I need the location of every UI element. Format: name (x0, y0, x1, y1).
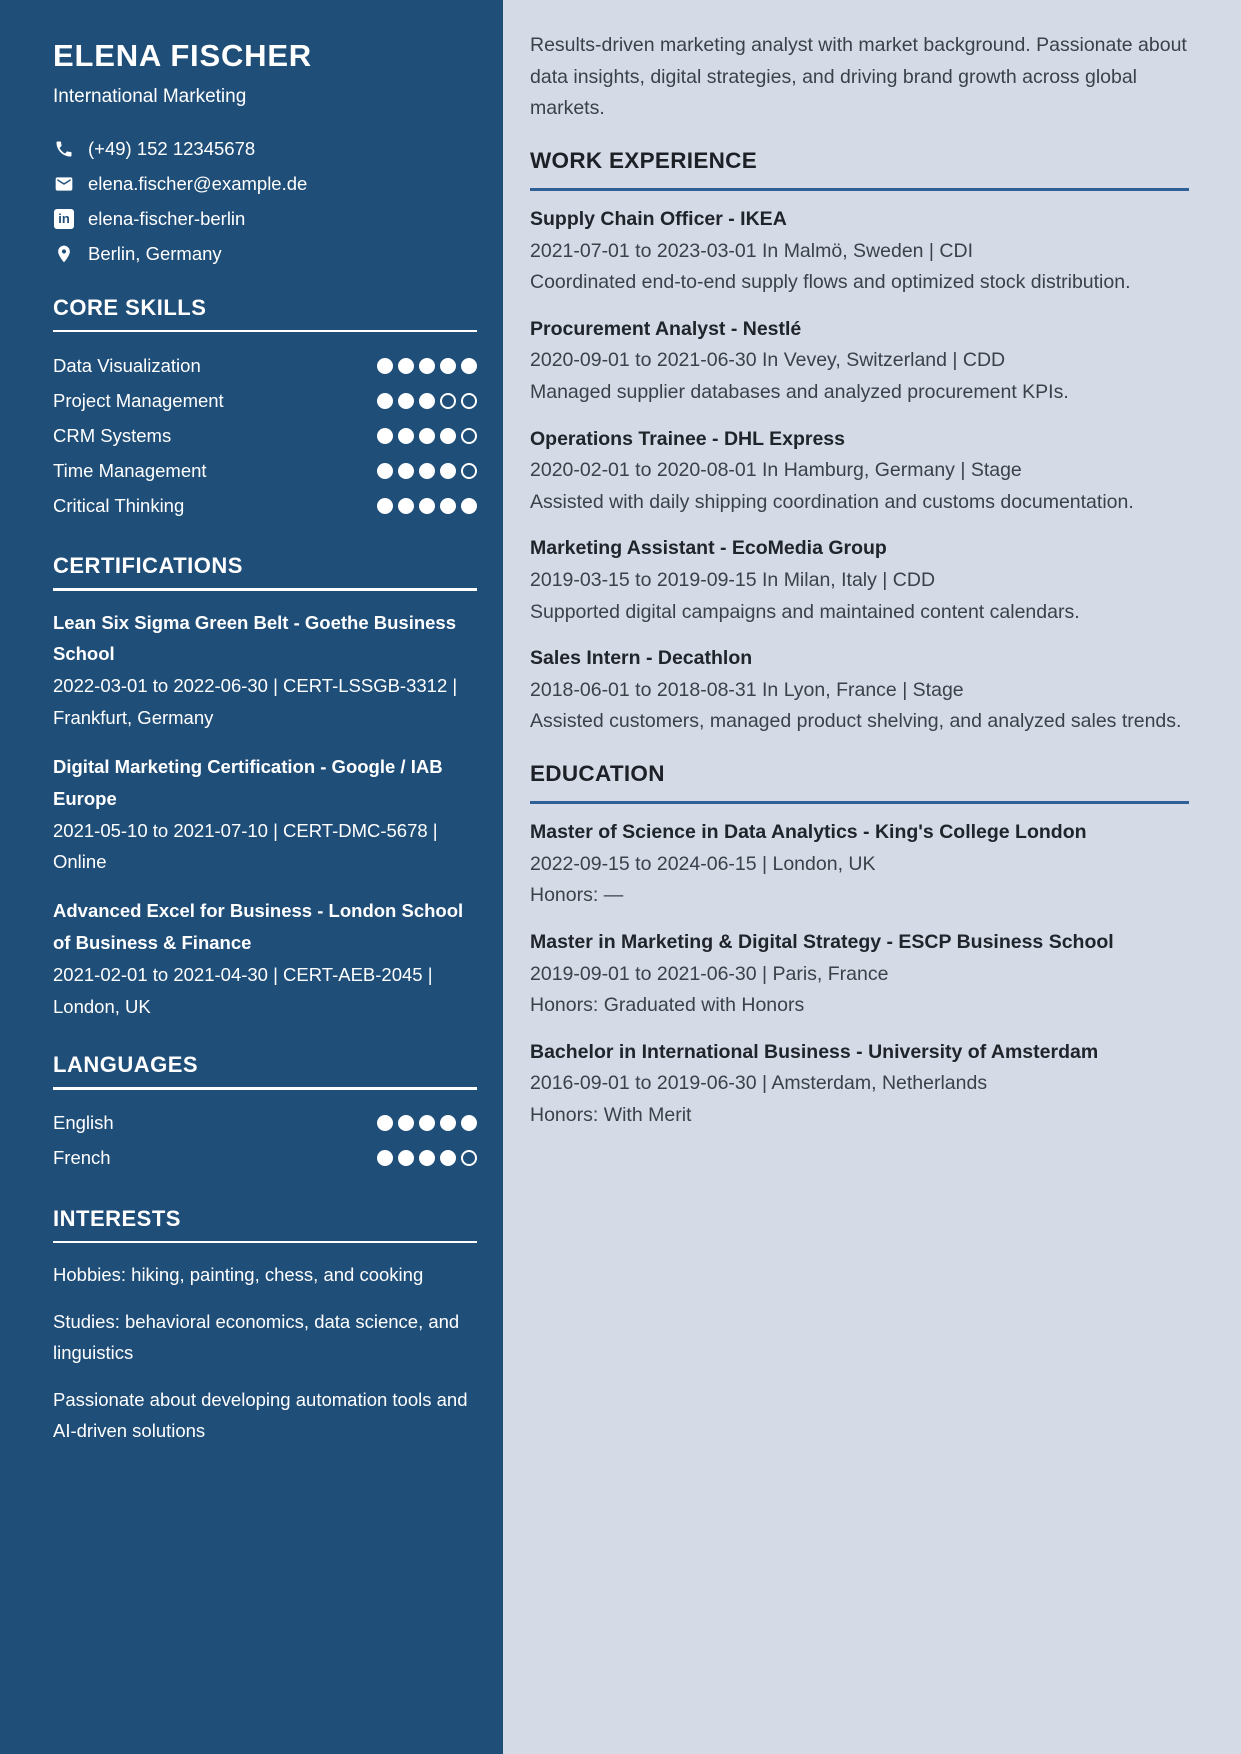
contact-text: Berlin, Germany (88, 242, 222, 264)
languages-heading: LANGUAGES (53, 1052, 199, 1078)
interests-heading: INTERESTS (53, 1205, 181, 1231)
job-meta: 2020-09-01 to 2021-06-30 In Vevey, Switzerland | CDD (530, 349, 1006, 372)
rating-dot-filled (419, 393, 435, 409)
rating-dot-filled (440, 1150, 456, 1166)
section-rule (53, 1087, 477, 1090)
contact-text: (+49) 152 12345678 (88, 137, 256, 159)
education-item (530, 1037, 1189, 1132)
email-icon (53, 173, 75, 195)
rating-dot-filled (398, 498, 414, 514)
contact-item (53, 243, 477, 265)
interests-list (53, 1259, 477, 1446)
job-title: Operations Trainee - DHL Express (530, 427, 845, 450)
rating-label: Time Management (53, 459, 207, 481)
certification-details: 2021-02-01 to 2021-04-30 | CERT-AEB-2045 | London, UK (53, 963, 433, 1017)
phone-icon (53, 138, 75, 160)
certification-title: Advanced Excel for Business - London School of Business & Finance (53, 900, 464, 953)
rating-dot-filled (461, 358, 477, 374)
certification-details: 2021-05-10 to 2021-07-10 | CERT-DMC-5678 | Online (53, 819, 438, 873)
job-title: Sales Intern - Decathlon (530, 647, 753, 670)
section-rule (53, 330, 477, 333)
rating-dot-filled (440, 358, 456, 374)
rating-dot-filled (461, 498, 477, 514)
work-item (530, 204, 1189, 299)
rating-dot-filled (377, 393, 393, 409)
job-description: Coordinated end-to-end supply flows and optimized stock distribution. (530, 271, 1131, 294)
rating-dot-filled (398, 1115, 414, 1131)
rating-dots (377, 498, 477, 514)
job-meta: 2020-02-01 to 2020-08-01 In Hamburg, Germany | Stage (530, 459, 1022, 482)
education-heading: EDUCATION (530, 760, 665, 786)
rating-row (53, 418, 477, 453)
certification-item (53, 895, 477, 1022)
core-skills-list (53, 348, 477, 523)
rating-dot-filled (377, 463, 393, 479)
rating-dot-filled (440, 428, 456, 444)
education-meta: 2016-09-01 to 2019-06-30 | Amsterdam, Netherlands (530, 1072, 988, 1095)
section-rule (53, 1241, 477, 1244)
linkedin-icon: in (53, 208, 75, 230)
certification-title: Lean Six Sigma Green Belt - Goethe Business School (53, 611, 457, 665)
rating-dot-filled (398, 428, 414, 444)
education-honors: Honors: With Merit (530, 1103, 692, 1126)
rating-label: French (53, 1147, 111, 1169)
job-description: Assisted with daily shipping coordination and customs documentation. (530, 490, 1134, 513)
degree-title: Bachelor in International Business - University of Amsterdam (530, 1040, 1099, 1063)
rating-dot-filled (419, 463, 435, 479)
contact-text: elena-fischer-berlin (88, 207, 246, 229)
section-rule (530, 188, 1189, 191)
rating-dots (377, 463, 477, 479)
rating-label: Critical Thinking (53, 494, 185, 516)
rating-dot-filled (398, 393, 414, 409)
certification-item (53, 751, 477, 878)
rating-dot-filled (419, 1150, 435, 1166)
interest-item: Passionate about developing automation tools and AI-driven solutions (53, 1388, 468, 1442)
job-title: Procurement Analyst - Nestlé (530, 317, 802, 340)
rating-dot-filled (377, 428, 393, 444)
rating-dots (377, 358, 477, 374)
rating-dot-empty (461, 393, 477, 409)
degree-title: Master of Science in Data Analytics - King's College London (530, 821, 1087, 844)
certifications-heading: CERTIFICATIONS (53, 553, 243, 579)
job-description: Assisted customers, managed product shelving, and analyzed sales trends. (530, 710, 1182, 733)
rating-dot-empty (440, 393, 456, 409)
rating-dot-filled (377, 498, 393, 514)
job-description: Managed supplier databases and analyzed procurement KPIs. (530, 381, 1069, 404)
rating-dot-filled (419, 358, 435, 374)
section-rule (53, 588, 477, 591)
rating-dot-filled (419, 1115, 435, 1131)
job-meta: 2018-06-01 to 2018-08-31 In Lyon, France | Stage (530, 678, 964, 701)
certification-item (53, 607, 477, 734)
contact-list (53, 138, 477, 265)
education-list (530, 817, 1189, 1131)
education-item (530, 927, 1189, 1022)
work-item (530, 643, 1189, 738)
rating-dot-filled (419, 428, 435, 444)
job-description: Supported digital campaigns and maintained content calendars. (530, 600, 1080, 623)
rating-dot-filled (440, 1115, 456, 1131)
core-skills-heading: CORE SKILLS (53, 294, 207, 320)
contact-item (53, 138, 477, 160)
rating-dot-filled (398, 1150, 414, 1166)
certifications-list (53, 607, 477, 1023)
rating-row (53, 1106, 477, 1141)
contact-item (53, 208, 477, 230)
contact-text: elena.fischer@example.de (88, 172, 308, 194)
rating-dot-filled (419, 498, 435, 514)
degree-title: Master in Marketing & Digital Strategy - ESCP Business School (530, 931, 1114, 954)
rating-dot-filled (440, 463, 456, 479)
rating-row (53, 1141, 477, 1176)
work-experience-heading: WORK EXPERIENCE (530, 147, 758, 173)
rating-dot-empty (461, 1150, 477, 1166)
rating-dot-empty (461, 428, 477, 444)
rating-label: Data Visualization (53, 354, 201, 376)
education-honors: Honors: Graduated with Honors (530, 994, 805, 1017)
education-meta: 2019-09-01 to 2021-06-30 | Paris, France (530, 962, 889, 985)
rating-dot-empty (461, 463, 477, 479)
rating-label: Project Management (53, 389, 224, 411)
rating-dots (377, 1150, 477, 1166)
work-item (530, 424, 1189, 519)
section-rule (530, 801, 1189, 804)
education-honors: Honors: — (530, 884, 624, 907)
rating-dot-filled (398, 358, 414, 374)
job-title: Supply Chain Officer - IKEA (530, 208, 787, 231)
rating-row (53, 488, 477, 523)
sidebar (0, 0, 503, 1754)
rating-dot-filled (377, 358, 393, 374)
education-meta: 2022-09-15 to 2024-06-15 | London, UK (530, 852, 876, 875)
education-item (530, 817, 1189, 912)
job-meta: 2021-07-01 to 2023-03-01 In Malmö, Sweden | CDI (530, 239, 973, 262)
rating-dots (377, 393, 477, 409)
work-item (530, 533, 1189, 628)
rating-dot-filled (377, 1115, 393, 1131)
rating-dot-filled (398, 463, 414, 479)
rating-dot-filled (440, 498, 456, 514)
rating-dots (377, 1115, 477, 1131)
work-item (530, 314, 1189, 409)
job-meta: 2019-03-15 to 2019-09-15 In Milan, Italy | CDD (530, 568, 936, 591)
rating-dot-filled (461, 1115, 477, 1131)
rating-row (53, 348, 477, 383)
location-icon (53, 243, 75, 265)
certification-details: 2022-03-01 to 2022-06-30 | CERT-LSSGB-3312 | Frankfurt, Germany (53, 675, 458, 729)
rating-dot-filled (377, 1150, 393, 1166)
person-title: International Marketing (53, 85, 247, 107)
person-name: ELENA FISCHER (53, 38, 312, 73)
interest-item: Hobbies: hiking, painting, chess, and cooking (53, 1264, 424, 1286)
languages-list (53, 1106, 477, 1176)
interest-item: Studies: behavioral economics, data science, and linguistics (53, 1310, 460, 1364)
rating-row (53, 453, 477, 488)
contact-item (53, 173, 477, 195)
rating-dots (377, 428, 477, 444)
rating-label: CRM Systems (53, 424, 172, 446)
rating-row (53, 383, 477, 418)
profile-summary: Results-driven marketing analyst with market background. Passionate about data insights, digital strategies, and driving brand growth across global markets. (530, 34, 1187, 120)
work-experience-list (530, 204, 1189, 738)
job-title: Marketing Assistant - EcoMedia Group (530, 537, 887, 560)
rating-label: English (53, 1112, 114, 1134)
certification-title: Digital Marketing Certification - Google / IAB Europe (53, 755, 443, 809)
main-column (503, 0, 1241, 1754)
